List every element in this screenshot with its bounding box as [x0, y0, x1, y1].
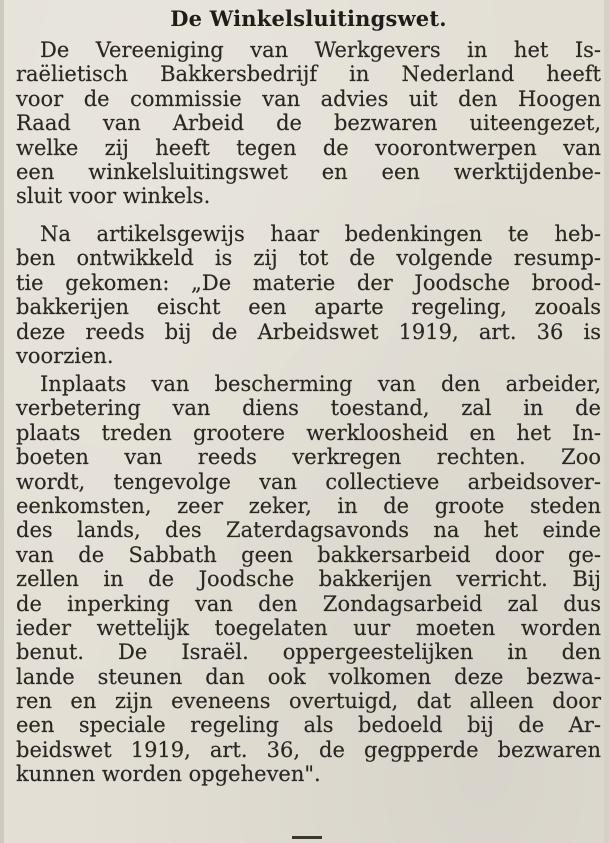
text-line: ren en zijn eveneens overtuigd, dat alleen door [16, 689, 601, 714]
article-title: De Winkelsluitingswet. [170, 6, 447, 31]
text-line: welke zij heeft tegen de voorontwerpen van [16, 135, 601, 160]
text-line: een winkelsluitingswet en een werktijdenbe- [16, 159, 601, 184]
text-line: verbetering van diens toestand, zal in de [16, 396, 601, 421]
text-line: ieder wettelijk toegelaten uur moeten worden [16, 615, 601, 640]
text-line: kunnen worden opgeheven". [16, 762, 321, 787]
text-line: de inperking van den Zondagsarbeid zal dus [16, 591, 601, 616]
text-line: De Vereeniging van Werkgevers in het Is- [40, 38, 601, 62]
text-line: zellen in de Joodsche bakkerijen verricht. Bij [16, 567, 601, 592]
text-line: een speciale regeling als bedoeld bij de Ar- [16, 713, 601, 738]
text-line: Na artikelsgewijs haar bedenkingen te heb- [40, 222, 601, 246]
text-line: tie gekomen: „De materie der Joodsche brood- [16, 270, 601, 295]
text-line: bakkerijen eischt een aparte regeling, zooals [16, 295, 601, 320]
paragraph-1 [16, 38, 601, 209]
text-line: voorzien. [16, 343, 114, 368]
text-line: lande steunen dan ook volkomen deze bezwa- [16, 664, 601, 689]
text-line: beidswet 1919, art. 36, de gegpperde bezwaren [16, 737, 601, 762]
end-rule [292, 836, 322, 839]
text-line: deze reeds bij de Arbeidswet 1919, art. 36 is [16, 319, 601, 344]
text-line: eenkomsten, zeer zeker, in de groote steden [16, 493, 601, 518]
text-line: plaats treden grootere werkloosheid en het In- [16, 420, 601, 445]
text-line: sluit voor winkels. [16, 184, 211, 209]
text-line: wordt, tengevolge van collectieve arbeidsover- [16, 469, 601, 494]
text-line: des lands, des Zaterdagsavonds na het einde [16, 518, 601, 543]
text-line: van de Sabbath geen bakkersarbeid door ge- [16, 542, 601, 567]
text-line: benut. De Israël. oppergeestelijken in den [16, 640, 601, 665]
text-line: voor de commissie van advies uit den Hoogen [16, 86, 601, 111]
text-line: boeten van reeds verkregen rechten. Zoo [16, 445, 601, 470]
text-line: raëlietisch Bakkersbedrijf in Nederland heeft [16, 62, 601, 87]
text-line: Raad van Arbeid de bezwaren uiteengezet, [16, 111, 601, 136]
text-line: ben ontwikkeld is zij tot de volgende resump- [16, 246, 601, 271]
paragraph-3 [16, 372, 601, 787]
text-line: Inplaats van bescherming van den arbeider, [40, 372, 601, 396]
paragraph-2 [16, 222, 601, 368]
